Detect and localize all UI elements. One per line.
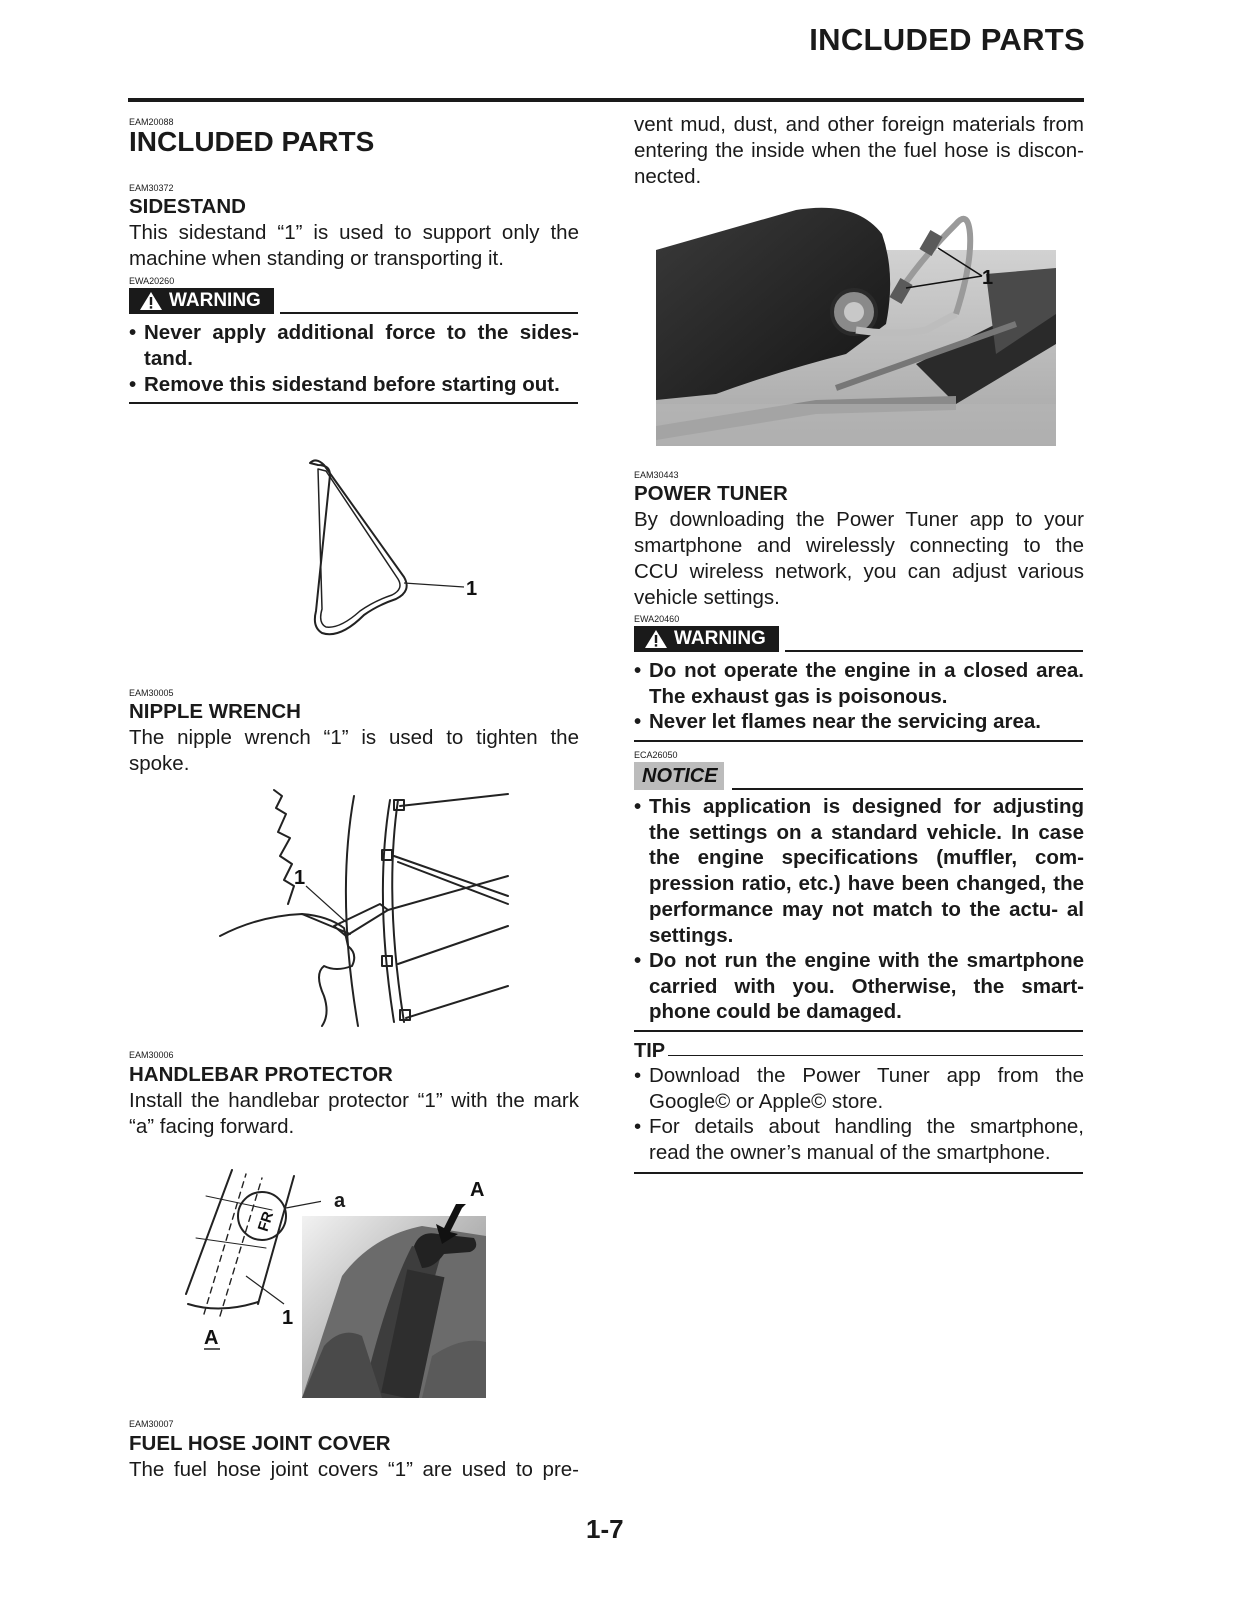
fuelhose-heading: FUEL HOSE JOINT COVER (129, 1432, 391, 1455)
handlebar-photo (302, 1176, 486, 1398)
warning-bullet: • Do not operate the engine in a closed area. The exhaust gas is poisonous. (634, 658, 1084, 709)
handlebar-code: EAM30006 (129, 1050, 174, 1060)
section-title: INCLUDED PARTS (129, 126, 375, 157)
power-tuner-body: By downloading the Power Tuner app to your smartphone and wirelessly connecting to the CCU wireless network, you can adjust various vehicle settings. (634, 508, 1084, 609)
sidestand-heading: SIDESTAND (129, 195, 246, 218)
warning-label: WARNING (169, 290, 261, 311)
power-tuner-code: EAM30443 (634, 470, 679, 480)
warning-triangle-icon (644, 629, 668, 649)
header-rule (128, 98, 1084, 102)
handlebar-callout-1: 1 (282, 1307, 294, 1329)
handlebar-callout-a: a (334, 1190, 346, 1212)
fuel-hose-callout-1: 1 (982, 267, 994, 289)
fuel-hose-photo (656, 204, 1056, 446)
warning-badge (129, 288, 274, 314)
fuelhose-code: EAM30007 (129, 1419, 174, 1429)
fuelhose-body: The fuel hose joint covers “1” are used to pre- (129, 1458, 579, 1481)
notice-bullet: • This application is designed for adjusting the settings on a standard vehicle. In case the engine specifications (muffler, com- pression ratio, etc.) have been changed, the performance may not match to the actu- al settings. (634, 794, 1084, 948)
notice-badge: NOTICE (634, 762, 724, 790)
nipple-heading: NIPPLE WRENCH (129, 700, 301, 723)
fuelhose-body-continued: vent mud, dust, and other foreign materials from entering the inside when the fuel hose is discon- nected. (634, 113, 1084, 188)
warning-end-rule (129, 402, 578, 404)
notice-code: ECA26050 (634, 750, 678, 760)
warning-bullet: • Never apply additional force to the sides- tand. (129, 320, 579, 371)
warning-bullet: • Remove this sidestand before starting out. (129, 372, 579, 398)
handlebar-view-a-label: A (204, 1327, 219, 1349)
notice-end-rule (634, 1030, 1083, 1032)
sidestand-code: EAM30372 (129, 183, 174, 193)
notice-bullet: • Do not run the engine with the smartphone carried with you. Otherwise, the smart- phone could be damaged. (634, 948, 1084, 1025)
warning-triangle-icon (139, 291, 163, 311)
svg-text:FR: FR (254, 1209, 278, 1234)
sidestand-callout-1: 1 (466, 578, 478, 600)
page-header-title: INCLUDED PARTS (809, 22, 1085, 57)
tip-label: TIP (634, 1040, 666, 1062)
tip-bullet: • For details about handling the smartphone, read the owner’s manual of the smartphone. (634, 1114, 1084, 1165)
power-warning-code: EWA20460 (634, 614, 680, 624)
section-code: EAM20088 (129, 117, 174, 127)
nipple-body: The nipple wrench “1” is used to tighten the spoke. (129, 726, 579, 775)
page-number: 1-7 (586, 1514, 624, 1544)
sidestand-figure (300, 455, 500, 645)
handlebar-heading: HANDLEBAR PROTECTOR (129, 1063, 393, 1086)
warning-rule (280, 312, 578, 314)
warning-bullet: • Never let flames near the servicing area. (634, 709, 1084, 735)
handlebar-arrow-a-label: A (470, 1179, 485, 1201)
tip-bullet: • Download the Power Tuner app from the Google© or Apple© store. (634, 1063, 1084, 1114)
warning-end-rule (634, 740, 1083, 742)
sidestand-body: This sidestand “1” is used to support only the machine when standing or transporting it. (129, 221, 579, 270)
tip-rule (668, 1055, 1083, 1056)
handlebar-protector-figure (176, 1164, 321, 1356)
tip-end-rule (634, 1172, 1083, 1174)
nipple-wrench-figure (218, 786, 518, 1031)
nipple-code: EAM30005 (129, 688, 174, 698)
sidestand-warning-code: EWA20260 (129, 276, 175, 286)
warning-badge (634, 626, 779, 652)
notice-rule (732, 788, 1083, 790)
handlebar-body: Install the handlebar protector “1” with the mark “a” facing forward. (129, 1089, 579, 1138)
warning-rule (785, 650, 1083, 652)
power-tuner-heading: POWER TUNER (634, 482, 788, 505)
nipple-callout-1: 1 (294, 867, 306, 889)
warning-label: WARNING (674, 628, 766, 649)
